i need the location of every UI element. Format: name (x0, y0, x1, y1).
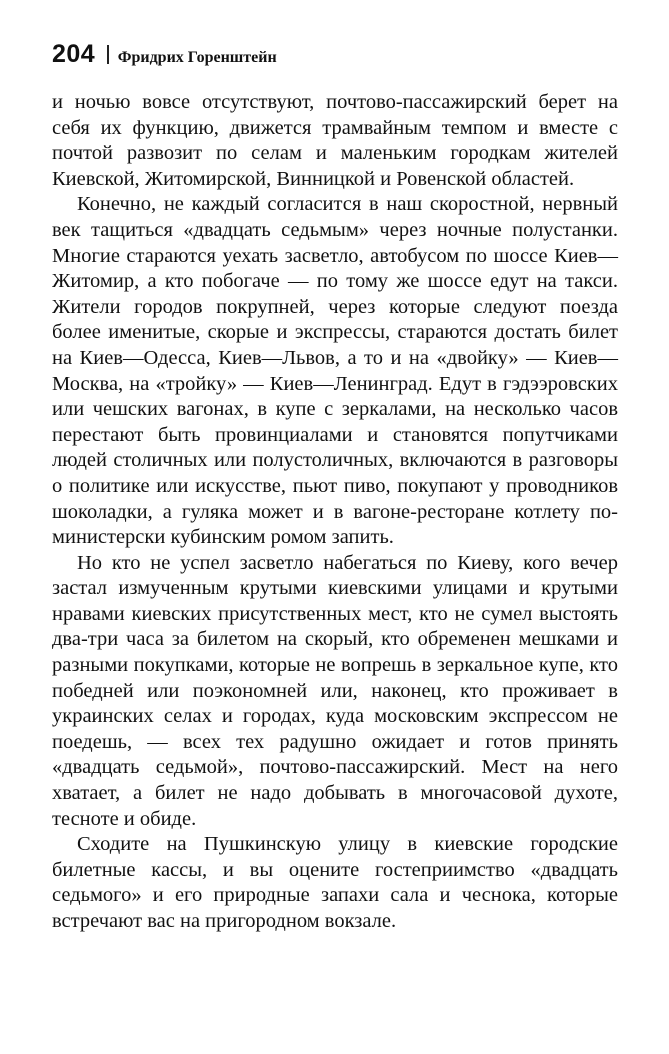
header-separator (107, 45, 109, 64)
paragraph: Сходите на Пушкинскую улицу в киевские городские билетные кассы, и вы оцените гостеприимство «двадцать седьмого» и его природные запахи сала и чеснока, которые встречают вас на пригородном вокзале. (52, 833, 618, 932)
header-author: Фридрих Горенштейн (117, 49, 277, 66)
paragraph: Конечно, не каждый согласится в наш скоростной, нервный век тащиться «двадцать седьмым» через ночные полустанки. Многие стараются уехать засветло, автобусом по шоссе Киев—Житомир, а кто побогаче — по тому же шоссе едут на такси. Жители городов покрупней, через которые следуют поезда более именитые, скорые и экспрессы, стараются достать билет на Киев—Одесса, Киев—Львов, а то и на «двойку» — Киев—Москва, на «тройку» — Киев—Ленинград. Едут в гэдээровских или чешских вагонах, в купе с зеркалами, на несколько часов перестают быть провинциалами и становятся попутчиками людей столичных или полустоличных, включаются в разговоры о политике или искусстве, пьют пиво, покупают у проводников шоколадки, а гуляка может и в вагоне-ресторане котлету по-министерски кубинским ромом запить. (52, 193, 618, 549)
book-page (52, 40, 618, 935)
paragraph: Но кто не успел засветло набегаться по Киеву, кого вечер застал измученным крутыми киевскими улицами и крутыми нравами киевских присутственных мест, кто не сумел выстоять два-три часа за билетом на скорый, кто обременен мешками и разными покупками, которые не вопрешь в зеркальное купе, кто победней или поэкономней или, наконец, кто проживает в украинских селах и городах, куда московским экспрессом не поедешь, — всех тех радушно ожидает и готов принять «двадцать седьмой», почтово-пассажирский. Мест на него хватает, а билет не надо добывать в многочасовой духоте, тесноте и обиде. (52, 551, 618, 830)
page-number: 204 (52, 40, 96, 68)
text-body (52, 90, 618, 935)
paragraph-continued: и ночью вовсе отсутствуют, почтово-пассажирский берет на себя их функцию, движется трамвайным темпом и вместе с почтой развозит по селам и маленьким городкам жителей Киевской, Житомирской, Винницкой и Ровенской областей. (52, 91, 618, 190)
running-header (52, 40, 618, 76)
